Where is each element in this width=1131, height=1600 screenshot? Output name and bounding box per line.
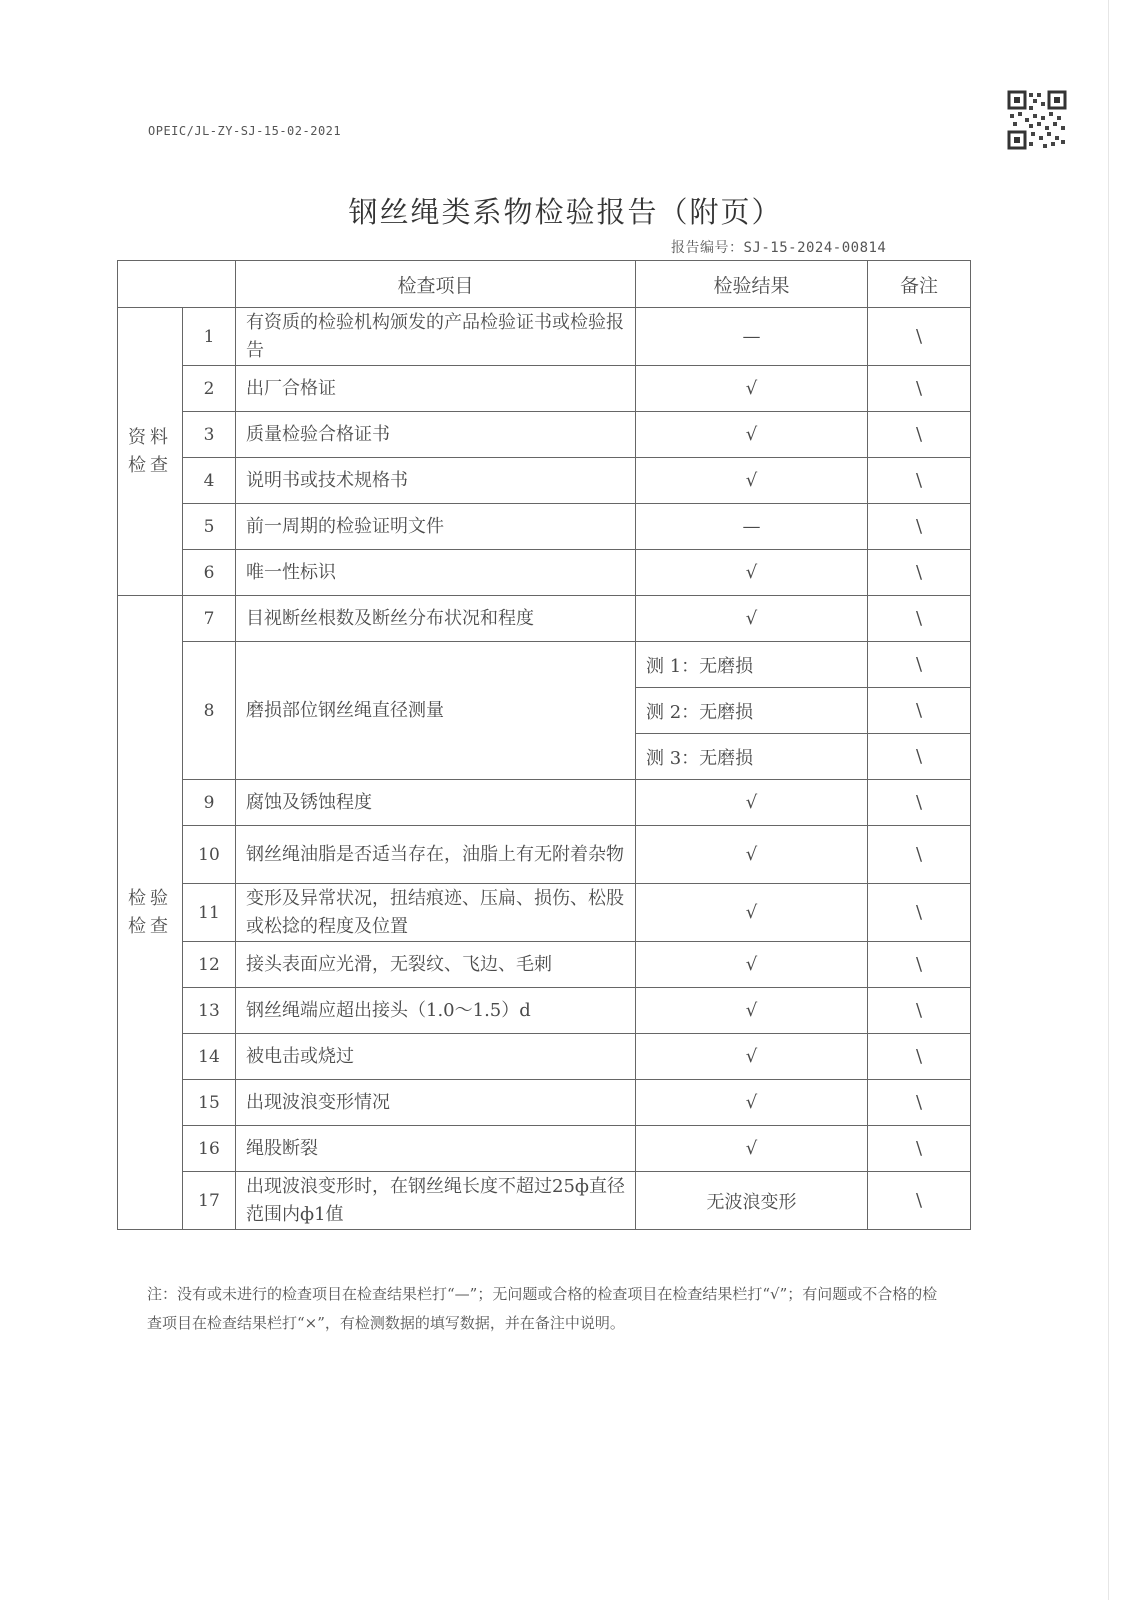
row-number: 13 xyxy=(183,988,236,1034)
row-note: \ xyxy=(868,550,971,596)
row-item: 质量检验合格证书 xyxy=(236,412,636,458)
row-result: √ xyxy=(636,884,868,942)
table-row xyxy=(118,988,971,1034)
table-row xyxy=(118,942,971,988)
table-row xyxy=(118,780,971,826)
row-note: \ xyxy=(868,1034,971,1080)
row-number: 16 xyxy=(183,1126,236,1172)
table-header-row xyxy=(118,261,971,308)
row-result: √ xyxy=(636,550,868,596)
row-result: √ xyxy=(636,366,868,412)
qr-code-icon xyxy=(1007,90,1067,150)
row-note: \ xyxy=(868,884,971,942)
row-note: \ xyxy=(868,596,971,642)
table-row xyxy=(118,504,971,550)
header-result: 检验结果 xyxy=(636,261,868,308)
row-item: 腐蚀及锈蚀程度 xyxy=(236,780,636,826)
table-row xyxy=(118,884,971,942)
row-note: \ xyxy=(868,826,971,884)
row-item: 钢丝绳油脂是否适当存在，油脂上有无附着杂物 xyxy=(236,826,636,884)
row-number: 17 xyxy=(183,1172,236,1230)
row-item: 出厂合格证 xyxy=(236,366,636,412)
row-note: \ xyxy=(868,1126,971,1172)
row-note: \ xyxy=(868,366,971,412)
row-number: 5 xyxy=(183,504,236,550)
header-item: 检查项目 xyxy=(236,261,636,308)
table-row xyxy=(118,642,971,688)
row-number: 14 xyxy=(183,1034,236,1080)
row-number: 3 xyxy=(183,412,236,458)
page-edge-line xyxy=(1108,0,1109,1600)
table-row xyxy=(118,1172,971,1230)
table-row xyxy=(118,1126,971,1172)
table-row xyxy=(118,458,971,504)
report-number-value: SJ-15-2024-00814 xyxy=(743,240,887,256)
row-note: \ xyxy=(868,412,971,458)
header-note: 备注 xyxy=(868,261,971,308)
row-note: \ xyxy=(868,504,971,550)
row-number: 15 xyxy=(183,1080,236,1126)
row-note: \ xyxy=(868,1172,971,1230)
row-number: 8 xyxy=(183,642,236,780)
row-result-measure-2: 测 2：无磨损 xyxy=(636,688,868,734)
row-note: \ xyxy=(868,1080,971,1126)
header-blank-cell xyxy=(118,261,236,308)
row-number: 4 xyxy=(183,458,236,504)
row-result-measure-1: 测 1：无磨损 xyxy=(636,642,868,688)
table-row xyxy=(118,412,971,458)
row-result: — xyxy=(636,308,868,366)
document-code: OPEIC/JL-ZY-SJ-15-02-2021 xyxy=(148,124,342,138)
row-item: 绳股断裂 xyxy=(236,1126,636,1172)
row-item: 接头表面应光滑，无裂纹、飞边、毛刺 xyxy=(236,942,636,988)
row-result: √ xyxy=(636,458,868,504)
row-result: √ xyxy=(636,942,868,988)
report-number-label: 报告编号： xyxy=(671,240,744,256)
row-note: \ xyxy=(868,734,971,780)
section-inspection-check: 检验检查 xyxy=(118,596,183,1230)
row-result-measure-3: 测 3：无磨损 xyxy=(636,734,868,780)
row-item: 说明书或技术规格书 xyxy=(236,458,636,504)
row-item: 变形及异常状况，扭结痕迹、压扁、损伤、松股或松捻的程度及位置 xyxy=(236,884,636,942)
row-item: 有资质的检验机构颁发的产品检验证书或检验报告 xyxy=(236,308,636,366)
inspection-table xyxy=(117,260,971,1230)
row-item: 目视断丝根数及断丝分布状况和程度 xyxy=(236,596,636,642)
row-number: 9 xyxy=(183,780,236,826)
table-row xyxy=(118,826,971,884)
table-row xyxy=(118,308,971,366)
row-item: 前一周期的检验证明文件 xyxy=(236,504,636,550)
row-note: \ xyxy=(868,458,971,504)
row-result: √ xyxy=(636,1080,868,1126)
row-number: 10 xyxy=(183,826,236,884)
table-row xyxy=(118,550,971,596)
row-result: √ xyxy=(636,596,868,642)
row-item: 被电击或烧过 xyxy=(236,1034,636,1080)
row-note: \ xyxy=(868,642,971,688)
row-result: — xyxy=(636,504,868,550)
table-row xyxy=(118,1080,971,1126)
row-item: 出现波浪变形时，在钢丝绳长度不超过25ф直径范围内ф1值 xyxy=(236,1172,636,1230)
row-item: 钢丝绳端应超出接头（1.0～1.5）d xyxy=(236,988,636,1034)
table-row xyxy=(118,1034,971,1080)
table-row xyxy=(118,596,971,642)
row-number: 11 xyxy=(183,884,236,942)
row-note: \ xyxy=(868,688,971,734)
report-number xyxy=(671,237,886,257)
row-result: √ xyxy=(636,826,868,884)
row-result: √ xyxy=(636,412,868,458)
row-item: 唯一性标识 xyxy=(236,550,636,596)
table-row xyxy=(118,366,971,412)
row-number: 7 xyxy=(183,596,236,642)
row-result: √ xyxy=(636,1034,868,1080)
row-result: √ xyxy=(636,988,868,1034)
row-number: 6 xyxy=(183,550,236,596)
row-number: 12 xyxy=(183,942,236,988)
row-result: 无波浪变形 xyxy=(636,1172,868,1230)
footnote: 注：没有或未进行的检查项目在检查结果栏打“—”；无问题或合格的检查项目在检查结果栏打“√”；有问题或不合格的检查项目在检查结果栏打“×”，有检测数据的填写数据，并在备注中说明。 xyxy=(147,1285,938,1332)
row-item: 磨损部位钢丝绳直径测量 xyxy=(236,642,636,780)
row-number: 2 xyxy=(183,366,236,412)
section-doc-check: 资料检查 xyxy=(118,308,183,596)
row-note: \ xyxy=(868,988,971,1034)
row-note: \ xyxy=(868,308,971,366)
row-result: √ xyxy=(636,780,868,826)
row-number: 1 xyxy=(183,308,236,366)
row-note: \ xyxy=(868,780,971,826)
row-result: √ xyxy=(636,1126,868,1172)
row-item: 出现波浪变形情况 xyxy=(236,1080,636,1126)
row-note: \ xyxy=(868,942,971,988)
document-title: 钢丝绳类系物检验报告（附页） xyxy=(348,195,783,229)
